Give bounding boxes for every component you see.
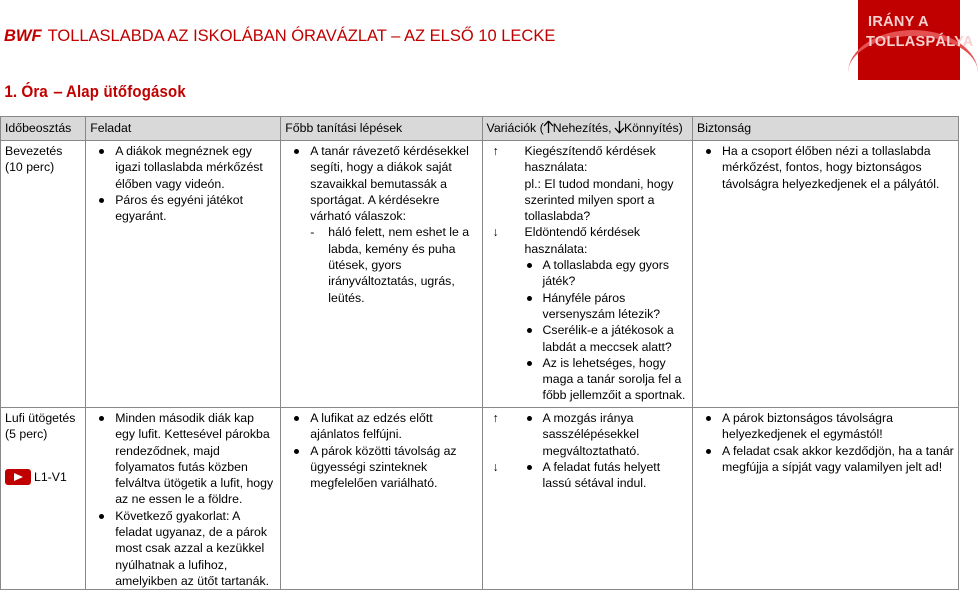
cell-steps <box>281 408 482 590</box>
cell-variations <box>482 141 692 408</box>
variation-up <box>487 143 688 224</box>
list-item: A párok közötti távolság az ügyességi szinteknek megfelelően variálható. <box>310 443 477 492</box>
header-variations-c: Könnyítés) <box>623 121 683 135</box>
lesson-number: 1. Óra <box>4 82 48 101</box>
variation-up-example: pl.: El tudod mondani, hogy szerinted milyen sport a tollaslabda? <box>524 176 674 224</box>
logo-line-2: TOLLASPÁLYA <box>866 34 974 50</box>
time-label: Lufi ütögetés <box>5 411 76 425</box>
document-title <box>4 27 555 46</box>
duration-label: (10 perc) <box>5 160 55 175</box>
cell-variations <box>482 408 692 590</box>
time-label: Bevezetés <box>5 144 63 158</box>
list-item: A tanár rávezető kérdésekkel segíti, hogy a diákok saját szavaikkal bemutassák a sportágat. A kérdésekre várható válaszok: <box>310 143 477 224</box>
cell-time <box>1 408 86 590</box>
table-row <box>1 141 959 408</box>
list-item: A tollaslabda egy gyors játék? <box>543 257 688 290</box>
lesson-dash: – <box>53 82 63 101</box>
video-label[interactable]: L1-V1 <box>34 469 67 484</box>
document-title-text: TOLLASLABDA AZ ISKOLÁBAN ÓRAVÁZLAT – AZ ELSŐ 10 LECKE <box>47 27 556 45</box>
logo <box>858 0 974 80</box>
down-arrow-icon: ↓ <box>492 459 499 474</box>
variation-up-text: Kiegészítendő kérdések használata: <box>524 144 656 175</box>
list-item: Cserélik-e a játékosok a labdát a meccsek alatt? <box>543 322 688 355</box>
list-item: Minden második diák kap egy lufit. Kettesével párokba rendeződnek, majd folyamatos futás közben felváltva ütögetik a lufit, hogy az ne essen le a földre. <box>115 410 276 508</box>
variation-up <box>487 410 688 459</box>
variation-down <box>487 224 688 257</box>
list-item: Ha a csoport élőben nézi a tollaslabda mérkőzést, fontos, hogy biztonságos távolságra helyezkedjenek el a pályától. <box>722 143 954 192</box>
list-item: - háló felett, nem eshet le a labda, kemény és puha ütések, gyors irányváltoztatás, ugrás, leütés. <box>328 224 477 305</box>
up-arrow-icon: ↑ <box>492 144 499 158</box>
bwf-brand: BWF <box>4 27 42 45</box>
variation-down <box>487 459 688 492</box>
table-header-row <box>1 117 959 141</box>
cell-task <box>86 408 281 590</box>
up-arrow-icon <box>544 121 553 133</box>
list-item: A feladat csak akkor kezdődjön, ha a tanár megfújja a sípját vagy valamilyen jelt ad! <box>722 443 954 474</box>
list-item: Páros és egyéni játékot egyaránt. <box>115 192 276 225</box>
cell-steps <box>281 141 482 408</box>
list-item: A diákok megnéznek egy igazi tollaslabda mérkőzést élőben vagy videón. <box>115 143 276 192</box>
cell-safety <box>693 141 959 408</box>
lesson-heading <box>2 82 202 102</box>
header-variations <box>482 117 692 141</box>
header-task: Feladat <box>86 117 281 141</box>
page-header <box>0 0 974 72</box>
cell-safety <box>693 408 959 590</box>
cell-task <box>86 141 281 408</box>
lesson-plan-table <box>0 116 959 590</box>
up-arrow-icon: ↑ <box>492 411 499 425</box>
list-item: A párok biztonságos távolságra helyezkedjenek el egymástól! <box>722 410 954 443</box>
header-time: Időbeosztás <box>1 117 86 141</box>
lesson-name: Alap ütőfogások <box>65 82 186 101</box>
table-row <box>1 408 959 590</box>
logo-line-1: IRÁNY A <box>868 14 929 30</box>
header-variations-a: Variációk ( <box>486 121 544 135</box>
list-item: Az is lehetséges, hogy maga a tanár sorolja fel a főbb jellemzőit a sportnak. <box>543 355 688 404</box>
header-variations-b: Nehezítés, <box>552 121 615 135</box>
down-arrow-icon: ↓ <box>492 225 499 240</box>
header-steps: Főbb tanítási lépések <box>281 117 482 141</box>
list-item: Hányféle páros versenyszám létezik? <box>543 290 688 323</box>
list-item: Következő gyakorlat: A feladat ugyanaz, de a párok most csak azzal a kezükkel nyúlhatnak a lufihoz, amelyikben az ütőt tartanák. <box>115 508 276 589</box>
variation-down-text: Eldöntendő kérdések használata: <box>524 225 641 256</box>
cell-time <box>1 141 86 408</box>
list-item: A feladat futás helyett lassú sétával indul. <box>543 459 688 492</box>
duration-label: (5 perc) <box>5 427 48 442</box>
down-arrow-icon <box>615 121 624 133</box>
list-item: A mozgás iránya sasszélépésekkel megváltoztatható. <box>543 410 688 459</box>
list-item: A lufikat az edzés előtt ajánlatos felfújni. <box>310 410 477 443</box>
video-play-icon[interactable] <box>5 469 31 485</box>
header-safety: Biztonság <box>693 117 959 141</box>
video-link[interactable] <box>5 469 81 485</box>
